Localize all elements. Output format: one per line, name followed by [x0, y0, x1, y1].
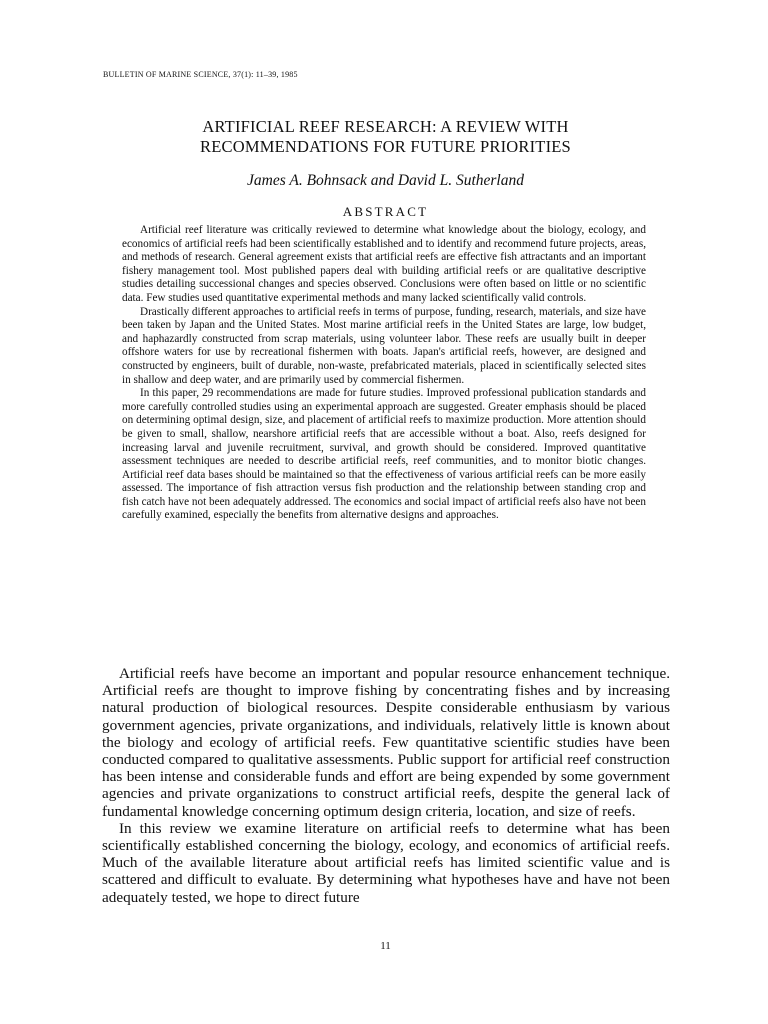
abstract-heading: ABSTRACT — [342, 204, 429, 219]
authors: James A. Bohnsack and David L. Sutherland — [247, 172, 524, 189]
page-number: 11 — [380, 940, 391, 952]
abstract-paragraph: Artificial reef literature was critically reviewed to determine what knowledge about the biology, ecology, and economics of artificial reefs had been scientifically established and to identify and recommend future projects, areas, and methods of research. General agreement exists that artificial reefs are effective fish attractants and an important fishery management tool. Most published papers deal with building artificial reefs or are qualitative descriptive studies detailing successional changes and species observed. Conclusions were often based on little or no scientific data. Few studies used quantitative experimental methods and many lacked scientifically valid controls. — [122, 224, 646, 304]
article-title — [103, 117, 668, 157]
body-paragraph: Artificial reefs have become an important and popular resource enhancement technique. Artificial reefs are thought to improve fishing by concentrating fishes and by increasing natural production of biological resources. Despite considerable enthusiasm by various government agencies, private organizations, and individuals, relatively little is known about the biology and ecology of artificial reefs. Few quantitative scientific studies have been conducted compared to qualitative assessments. Public support for artificial reef construction has been intense and considerable funds and effort are being expended by some government agencies and private organizations to construct artificial reefs, despite the general lack of fundamental knowledge concerning optimum design criteria, location, and size of reefs. — [102, 665, 670, 820]
body-paragraph: In this review we examine literature on artificial reefs to determine what has been scientifically established concerning the biology, ecology, and economics of artificial reefs. Much of the available literature about artificial reefs has limited scientific value and is scattered and difficult to evaluate. By determining what hypotheses have and have not been adequately tested, we hope to direct future — [102, 819, 670, 906]
abstract-paragraph: Drastically different approaches to artificial reefs in terms of purpose, funding, research, materials, and size have been taken by Japan and the United States. Most marine artificial reefs in the United States are large, low budget, and haphazardly constructed from scrap materials, using volunteer labor. These reefs are usually built in deeper offshore waters for use by recreational fishermen with boats. Japan's artificial reefs, however, are designed and constructed by engineers, built of durable, non-waste, prefabricated materials, placed in scientifically selected sites in shallow and deep water, and are primarily used by commercial fishermen. — [122, 305, 646, 386]
running-head: BULLETIN OF MARINE SCIENCE, 37(1): 11–39, 1985 — [103, 70, 298, 79]
abstract-paragraph: In this paper, 29 recommendations are made for future studies. Improved professional publication standards and more carefully controlled studies using an experimental approach are suggested. Greater emphasis should be placed on determining optimal design, size, and placement of artificial reefs to maximize production. More attention should be given to small, shallow, nearshore artificial reefs that are accessible without a boat. Also, reefs designed for increasing larval and juvenile recruitment, survival, and growth should be considered. Improved quantitative assessment techniques are needed to describe artificial reefs, reef communities, and to monitor biotic changes. Artificial reef data bases should be maintained so that the effectiveness of various artificial reefs can be more easily assessed. The importance of fish attraction versus fish production and the relationship between standing crop and fish catch have not been adequately addressed. The economics and social impact of artificial reefs also have not been carefully examined, especially the benefits from alternative designs and approaches. — [122, 387, 646, 522]
body-text — [102, 665, 670, 906]
article-title-line: RECOMMENDATIONS FOR FUTURE PRIORITIES — [200, 137, 571, 156]
abstract — [122, 224, 646, 523]
article-title-line: ARTIFICIAL REEF RESEARCH: A REVIEW WITH — [202, 117, 569, 136]
